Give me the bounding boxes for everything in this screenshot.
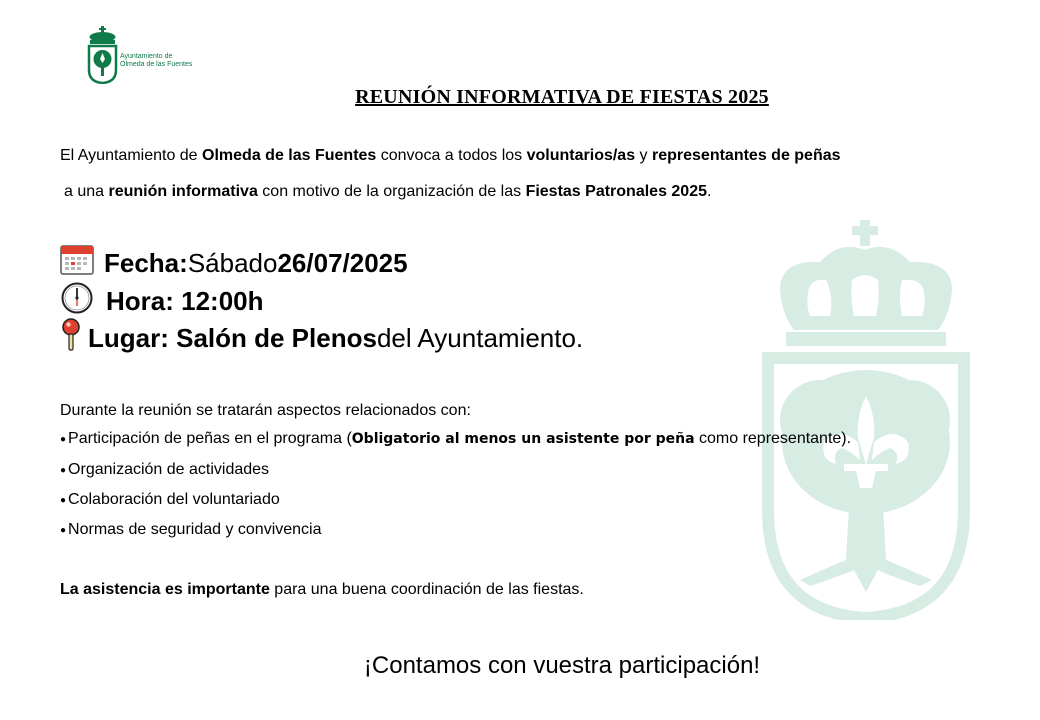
festival-name: Fiestas Patronales 2025: [525, 183, 707, 200]
municipality-logo: [86, 26, 196, 84]
logo-line-2: Olmeda de las Fuentes: [120, 61, 193, 68]
date-label: Fecha:: [104, 248, 188, 278]
logo-text: [120, 53, 192, 69]
time-value: Hora: 12:00h: [106, 286, 264, 316]
volunteers-text: voluntarios/as: [526, 147, 636, 164]
intro-line-1: [60, 146, 841, 166]
topics-intro: Durante la reunión se tratarán aspectos relacionados con:: [60, 402, 471, 419]
bullet-icon: ●: [60, 525, 67, 536]
map-pin-icon: [60, 318, 82, 358]
meeting-type: reunión informativa: [108, 183, 258, 200]
list-item: [60, 461, 269, 479]
coat-of-arms-icon: [86, 26, 120, 84]
intro-line-2: [64, 182, 711, 202]
closing-line: [60, 581, 584, 599]
list-item: [60, 521, 322, 539]
intro-text: con motivo de la organización de las: [257, 183, 526, 200]
calendar-icon: [60, 245, 94, 281]
date-row: [60, 245, 408, 281]
topic-text: Participación de peñas en el programa (: [68, 430, 352, 447]
location-label: Lugar: Salón de Plenos: [88, 323, 377, 353]
bullet-icon: ●: [60, 465, 67, 476]
intro-text: .: [707, 183, 712, 200]
topic-text: Normas de seguridad y convivencia: [68, 521, 322, 538]
location-row: [60, 318, 583, 358]
time-row: [60, 282, 264, 320]
topic-text: como representante).: [694, 430, 852, 447]
coat-of-arms-watermark: [760, 220, 972, 620]
clock-icon: [60, 282, 96, 320]
date-day: Sábado: [187, 248, 278, 278]
page-title: REUNIÓN INFORMATIVA DE FIESTAS 2025: [355, 86, 769, 108]
closing-rest: para una buena coordinación de las fiestas.: [269, 581, 584, 598]
closing-bold: La asistencia es importante: [60, 581, 270, 598]
representatives-text: representantes de peñas: [652, 147, 841, 164]
intro-text: convoca a todos los: [376, 147, 527, 164]
bullet-icon: ●: [60, 434, 67, 445]
bullet-icon: ●: [60, 495, 67, 506]
list-item: [60, 491, 280, 509]
mandatory-note: Obligatorio al menos un asistente por peña: [351, 431, 695, 447]
list-item: [60, 430, 851, 448]
topic-text: Colaboración del voluntariado: [68, 491, 280, 508]
location-rest: del Ayuntamiento.: [376, 323, 584, 353]
intro-text: a una: [64, 183, 109, 200]
watermark-crest-icon: [760, 220, 972, 620]
intro-text: El Ayuntamiento de: [60, 147, 203, 164]
date-value: 26/07/2025: [277, 248, 408, 278]
topic-text: Organización de actividades: [68, 461, 270, 478]
intro-text: y: [635, 147, 652, 164]
logo-line-1: Ayuntamiento de: [120, 53, 173, 60]
town-name: Olmeda de las Fuentes: [202, 147, 377, 164]
final-message: ¡Contamos con vuestra participación!: [363, 652, 761, 679]
